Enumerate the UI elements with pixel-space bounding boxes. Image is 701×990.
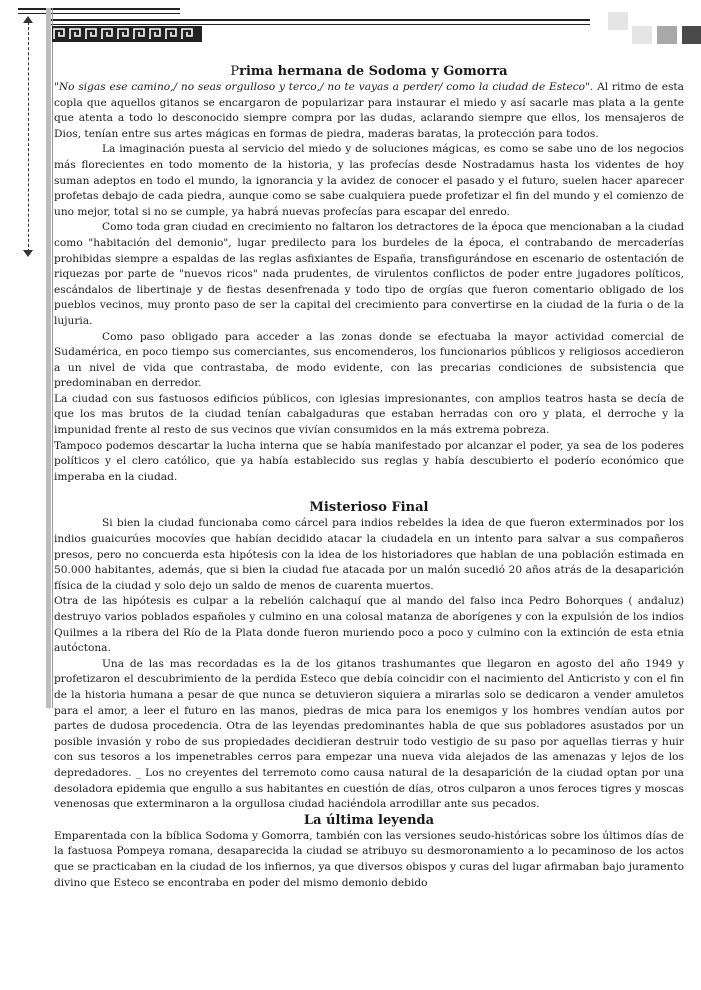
section-title-misterioso-final: Misterioso Final	[309, 500, 429, 516]
lead-rest: Al ritmo de esta copla que aquellos gitanos se encargaron de popularizar para instaurar el miedo y así sacarle mas plata a la gente que atenta a todo lo desconocido siempre compra por las dudas, aclarando siempre que ellos, los mensajeros de Dios, tenían entre sus artes mágicas en formas de piedra, maderas baratas, la protección para todos.	[54, 81, 684, 140]
title-initial: P	[230, 64, 240, 79]
dashed-measure-line	[28, 22, 29, 252]
paragraph: Como paso obligado para acceder a las zonas donde se efectuaba la mayor actividad comercial de Sudamérica, en poco tiempo sus comerciantes, sus encomenderos, los funcionarios públicos y religiosos accedieron a un nivel de vida que contrastaba, de modo evidente, con las precarias condiciones de subsistencia que predominaban en derredor.	[54, 330, 684, 390]
article-body	[54, 64, 684, 891]
square-light-2	[632, 26, 652, 44]
arrow-down-icon	[23, 250, 33, 257]
section-gap	[54, 485, 684, 500]
sidebar-bar	[46, 8, 51, 708]
top-rule-thick	[18, 8, 180, 10]
lead-paragraph	[54, 80, 684, 142]
header-rule-thick	[46, 19, 590, 21]
paragraph: Una de las mas recordadas es la de los gitanos trashumantes que llegaron en agosto del año 1949 y profetizaron el descubrimiento de la perdida Esteco que debía coincidir con el nacimiento del Anticristo y con el fin de la historia humana a pesar de que nunca se detuvieron siquiera a mirarlas solo se dedicaron a vender amuletos para el amor, a leer el futuro en las manos, piedras de mica para los enemigos y los hombres vendían autos por partes de dudosa procedencia. Otra de las leyendas predominantes habla de que sus pobladores asustados por un posible invasión y robo de sus propiedades decidieran destruir todo vestigio de su paso por aquellas tierras y huir con sus tesoros a los impenetrables cerros para empezar una nueva vida alejados de las amenazas y lejos de los depredadores. _ Los no creyentes del terremoto como causa natural de la desaparición de la ciudad optan por una desoladora epidemia que engullo a sus habitantes en cuestión de días, otros culparon a unos feroces tigres y moscas venenosas que exterminaron a la orgullosa ciudad haciéndola arrodillar ante sus pecados.	[54, 657, 684, 811]
paragraph: Como toda gran ciudad en crecimiento no faltaron los detractores de la época que mencionaban a la ciudad como "habitación del demonio", lugar predilecto para los burdeles de la época, el contrabando de mercaderías prohibidas siempre a espaldas de las reglas asfixiantes de España, transfigurándose en escenario de ostentación de riquezas por parte de "nuevos ricos" nada prudentes, de virulentos conflictos de poder entre jugadores políticos, escándalos de libertinaje y de fiestas desenfrenada y todo tipo de orgías que fueron comentario obligado de los pueblos vecinos, muy pronto paso de ser la capital del crecimiento para convertirse en la ciudad de la furia o de la lujuria.	[54, 221, 684, 327]
square-light	[608, 12, 628, 30]
square-dark	[682, 26, 701, 44]
paragraph: Si bien la ciudad funcionaba como cárcel para indios rebeldes la idea de que fueron exterminados por los indios guaicurúes mocovíes que habían decidido atacar la ciudadela en un intento para salvar a sus compañeros presos, pero no concuerda esta hipótesis con la idea de los historiadores que hablan de una población estimada en 50.000 habitantes, además, que si bien la ciudad fue atacada por un malón sucedió 20 años atrás de la desaparición física de la ciudad y solo dejo un saldo de menos de cuarenta muertos.	[54, 517, 684, 592]
section-title-prima-hermana	[54, 64, 684, 80]
square-mid	[657, 26, 677, 44]
copla-quote: "No sigas ese camino,/ no seas orgulloso y terco,/ no te vayas a perder/ como la ciudad de Esteco".	[54, 81, 594, 93]
paragraph: Otra de las hipótesis es culpar a la rebelión calchaquí que al mando del falso inca Pedro Bohorques ( andaluz) destruyo varios poblados españoles y culmino en una colosal matanza de aborígenes y con la expulsión de los indios Quilmes a la ribera del Río de la Plata donde fueron muriendo poco a poco y culmino con la extinción de esta etnia autóctona.	[54, 595, 684, 655]
title-rest: rima hermana de Sodoma y Gomorra	[239, 64, 508, 79]
paragraph: La imaginación puesta al servicio del miedo y de soluciones mágicas, es como se sabe uno de los negocios más florecientes en todo momento de la historia, y las profecías desde Nostradamus hasta los videntes de hoy suman adeptos en todo el mundo, la ignorancia y la avidez de conocer el pasado y el futuro, suelen hacer aparecer profetas debajo de cada piedra, aunque como se sabe cualquiera puede profetizar el fin del mundo y el comienzo de uno mejor, total si no se cumple, ya habrá nuevas profecías para escapar del enredo.	[54, 143, 684, 218]
section-title-ultima-leyenda: La última leyenda	[303, 812, 435, 828]
paragraph: La ciudad con sus fastuosos edificios públicos, con iglesias impresionantes, con amplios teatros hasta se decía de que los mas brutos de la ciudad tenían cabalgaduras que estaban herradas con oro y plata, el derroche y la impunidad frente al resto de sus vecinos que vivían consumidos en la más extrema pobreza.	[54, 392, 684, 437]
paragraph: Emparentada con la bíblica Sodoma y Gomorra, también con las versiones seudo-históricas sobre los últimos días de la fastuosa Pompeya romana, desaparecida la ciudad se atribuyo su desmoronamiento a lo pecaminoso de los actos que se practicaban en la ciudad de los infiernos, ya que diversos obispos y curas del lugar afirmaban bajo juramento divino que Esteco se encontraba en poder del mismo demonio debido	[54, 829, 684, 889]
top-rule-thin	[18, 13, 180, 14]
header-rule-thin	[46, 24, 590, 25]
paragraph: Tampoco podemos descartar la lucha interna que se había manifestado por alcanzar el poder, ya sea de los poderes políticos y el clero católico, que ya había establecido sus reglas y había descubierto el poderío económico que imperaba en la ciudad.	[54, 439, 684, 483]
greek-key-ornament	[52, 26, 202, 42]
sidebar-bar-edge	[52, 8, 53, 708]
